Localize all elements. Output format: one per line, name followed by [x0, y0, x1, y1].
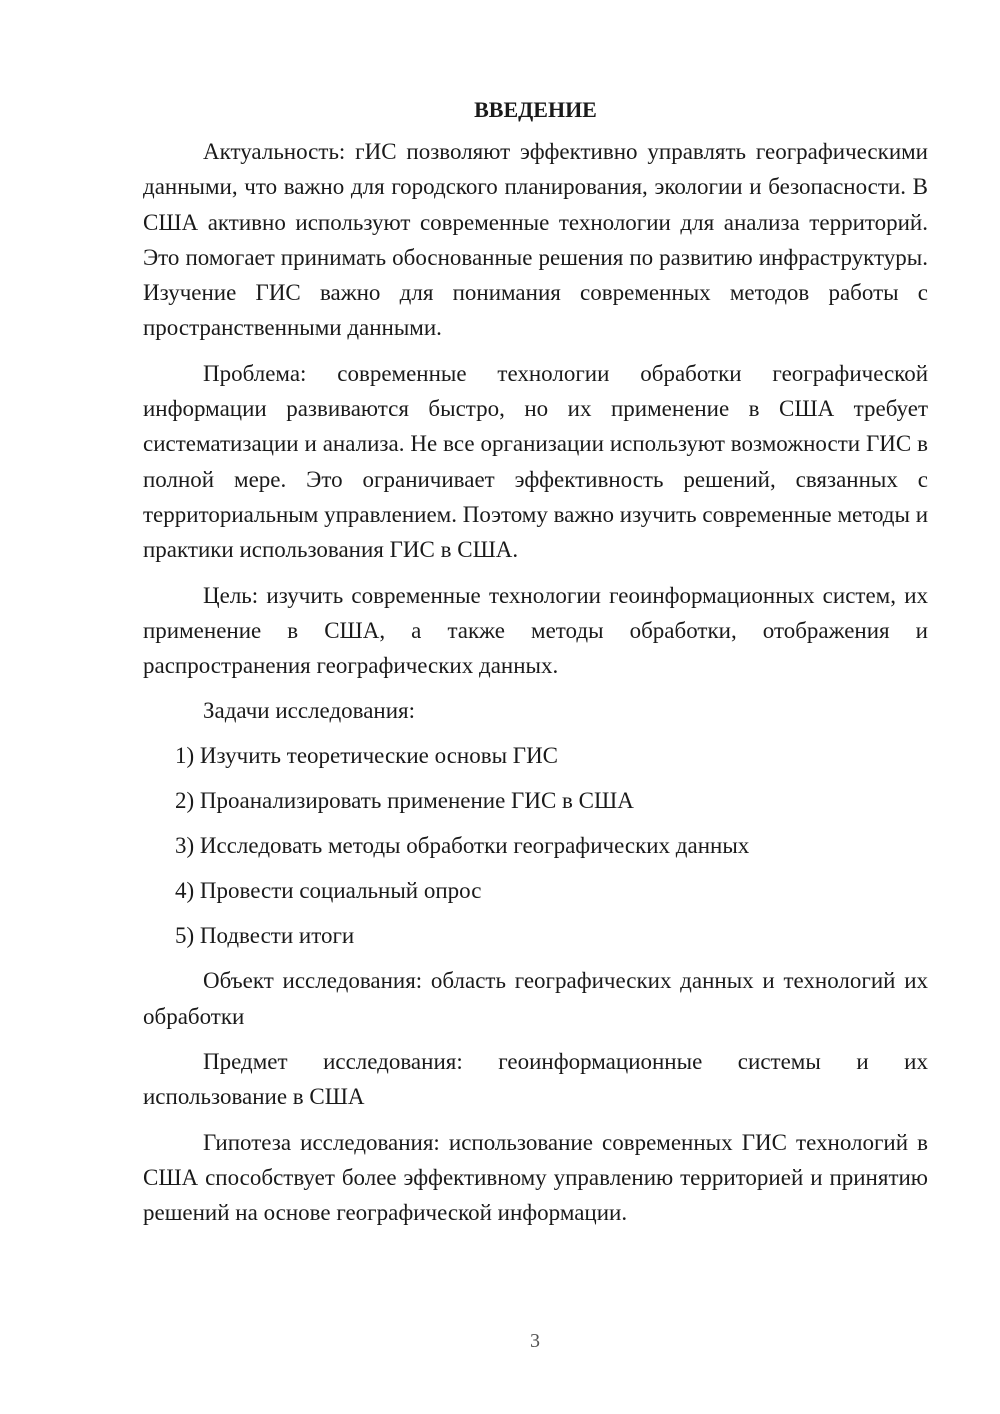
- object-paragraph: Объект исследования: область географических данных и технологий их обработки: [143, 968, 928, 1029]
- relevance-paragraph: Актуальность: гИС позволяют эффективно управлять географическими данными, что важно для городского планирования, экологии и безопасности. В США активно используют современные технологии для анализа территорий. Это помогает принимать обоснованные решения по развитию инфраструктуры. Изучение ГИС важно для понимания современных методов работы с пространственными данными.: [143, 139, 928, 341]
- list-item: 4) Провести социальный опрос: [175, 878, 482, 904]
- page-title: ВВЕДЕНИЕ: [474, 97, 597, 122]
- problem-paragraph: Проблема: современные технологии обработки географической информации развиваются быстро, но их применение в США требует систематизации и анализа. Не все организации используют возможности ГИС в полной мере. Это ограничивает эффективность решений, связанных с территориальным управлением. Поэтому важно изучить современные методы и практики использования ГИС в США.: [143, 360, 929, 563]
- hypothesis-paragraph: Гипотеза исследования: использование современных ГИС технологий в США способствует более эффективному управлению территорией и принятию решений на основе географической информации.: [143, 1129, 928, 1226]
- subject-paragraph: Предмет исследования: геоинформационные системы и их использование в США: [143, 1049, 928, 1110]
- list-item: 1) Изучить теоретические основы ГИС: [175, 743, 559, 769]
- list-item: 3) Исследовать методы обработки географических данных: [175, 833, 750, 859]
- list-item: 5) Подвести итоги: [175, 923, 355, 949]
- tasks-list: [143, 738, 928, 953]
- goal-paragraph: Цель: изучить современные технологии геоинформационных систем, их применение в США, а также методы обработки, отображения и распространения географических данных.: [143, 582, 928, 679]
- list-item: 2) Проанализировать применение ГИС в США: [175, 788, 634, 814]
- page-number: 3: [530, 1330, 540, 1352]
- tasks-heading: Задачи исследования:: [203, 698, 416, 724]
- document-page: [143, 92, 928, 1241]
